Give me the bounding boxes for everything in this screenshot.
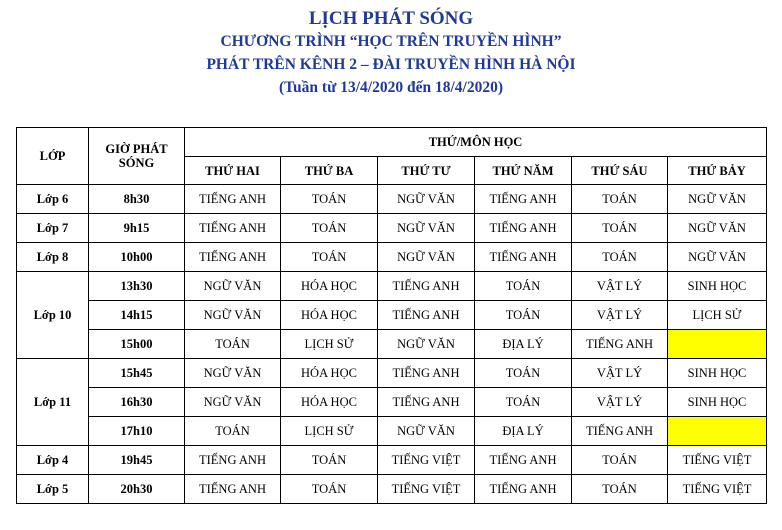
channel-line: PHÁT TRÊN KÊNH 2 – ĐÀI TRUYỀN HÌNH HÀ NỘI <box>206 56 576 73</box>
subject-cell: TOÁN <box>281 243 378 272</box>
page-title: LỊCH PHÁT SÓNG <box>308 8 474 29</box>
col-header-class: LỚP <box>17 128 89 185</box>
subject-cell: TIẾNG ANH <box>572 417 668 446</box>
subject-cell: TOÁN <box>475 272 572 301</box>
col-header-days-group: THỨ/MÔN HỌC <box>185 128 767 157</box>
program-name: CHƯƠNG TRÌNH “HỌC TRÊN TRUYỀN HÌNH” <box>220 33 562 50</box>
subject-cell: VẬT LÝ <box>572 272 668 301</box>
day-header: THỨ TƯ <box>378 157 475 185</box>
subject-cell: SINH HỌC <box>668 359 767 388</box>
subject-cell: TOÁN <box>475 359 572 388</box>
day-header: THỨ BẢY <box>668 157 767 185</box>
day-header: THỨ BA <box>281 157 378 185</box>
time-cell: 19h45 <box>89 446 185 475</box>
time-cell: 20h30 <box>89 475 185 504</box>
subject-cell: LỊCH SỬ <box>668 301 767 330</box>
table-row <box>17 359 767 388</box>
subject-cell: NGỮ VĂN <box>378 330 475 359</box>
subject-cell: TIẾNG ANH <box>185 214 281 243</box>
subject-cell: ĐỊA LÝ <box>475 417 572 446</box>
subject-cell: NGỮ VĂN <box>378 185 475 214</box>
empty-highlighted-cell <box>668 330 767 359</box>
subject-cell: TOÁN <box>185 417 281 446</box>
subject-cell: NGỮ VĂN <box>378 417 475 446</box>
week-range: (Tuần từ 13/4/2020 đến 18/4/2020) <box>278 79 504 96</box>
class-cell: Lớp 6 <box>17 185 89 214</box>
time-cell: 15h00 <box>89 330 185 359</box>
table-row <box>17 243 767 272</box>
subject-cell: LỊCH SỬ <box>281 330 378 359</box>
class-cell: Lớp 8 <box>17 243 89 272</box>
subject-cell: TOÁN <box>572 243 668 272</box>
class-cell: Lớp 10 <box>17 272 89 359</box>
subject-cell: TOÁN <box>281 185 378 214</box>
time-cell: 15h45 <box>89 359 185 388</box>
subject-cell: ĐỊA LÝ <box>475 330 572 359</box>
subject-cell: TIẾNG ANH <box>378 301 475 330</box>
subject-cell: HÓA HỌC <box>281 388 378 417</box>
subject-cell: TIẾNG ANH <box>185 475 281 504</box>
subject-cell: TIẾNG VIỆT <box>378 475 475 504</box>
subject-cell: TIẾNG ANH <box>378 388 475 417</box>
header-row-1 <box>17 128 767 157</box>
subject-cell: TOÁN <box>281 475 378 504</box>
subject-cell: TOÁN <box>572 214 668 243</box>
subject-cell: TIẾNG ANH <box>475 185 572 214</box>
subject-cell: VẬT LÝ <box>572 301 668 330</box>
subject-cell: TIẾNG VIỆT <box>668 475 767 504</box>
subject-cell: TIẾNG ANH <box>185 446 281 475</box>
subject-cell: TOÁN <box>572 185 668 214</box>
subject-cell: TOÁN <box>572 475 668 504</box>
subject-cell: NGỮ VĂN <box>185 359 281 388</box>
subject-cell: TIẾNG VIỆT <box>378 446 475 475</box>
day-header: THỨ HAI <box>185 157 281 185</box>
table-row <box>17 475 767 504</box>
empty-highlighted-cell <box>668 417 767 446</box>
time-cell: 9h15 <box>89 214 185 243</box>
subject-cell: NGỮ VĂN <box>668 214 767 243</box>
class-cell: Lớp 11 <box>17 359 89 446</box>
day-header: THỨ NĂM <box>475 157 572 185</box>
subject-cell: TIẾNG ANH <box>185 185 281 214</box>
table-row <box>17 272 767 301</box>
subject-cell: VẬT LÝ <box>572 388 668 417</box>
table-row <box>17 330 767 359</box>
subject-cell: TOÁN <box>475 388 572 417</box>
subject-cell: TIẾNG ANH <box>572 330 668 359</box>
time-cell: 16h30 <box>89 388 185 417</box>
subject-cell: TOÁN <box>185 330 281 359</box>
table-row <box>17 185 767 214</box>
subject-cell: TIẾNG VIỆT <box>668 446 767 475</box>
table-row <box>17 214 767 243</box>
subject-cell: TIẾNG ANH <box>475 446 572 475</box>
subject-cell: SINH HỌC <box>668 388 767 417</box>
subject-cell: TIẾNG ANH <box>475 243 572 272</box>
subject-cell: HÓA HỌC <box>281 359 378 388</box>
subject-cell: NGỮ VĂN <box>185 272 281 301</box>
subject-cell: TIẾNG ANH <box>185 243 281 272</box>
subject-cell: NGỮ VĂN <box>668 243 767 272</box>
table-row <box>17 388 767 417</box>
subject-cell: HÓA HỌC <box>281 272 378 301</box>
subject-cell: TIẾNG ANH <box>475 475 572 504</box>
subject-cell: TIẾNG ANH <box>378 359 475 388</box>
table-row <box>17 446 767 475</box>
time-cell: 10h00 <box>89 243 185 272</box>
subject-cell: NGỮ VĂN <box>185 388 281 417</box>
subject-cell: VẬT LÝ <box>572 359 668 388</box>
subject-cell: TOÁN <box>572 446 668 475</box>
time-cell: 17h10 <box>89 417 185 446</box>
time-cell: 8h30 <box>89 185 185 214</box>
class-cell: Lớp 5 <box>17 475 89 504</box>
subject-cell: NGỮ VĂN <box>668 185 767 214</box>
class-cell: Lớp 4 <box>17 446 89 475</box>
subject-cell: NGỮ VĂN <box>378 243 475 272</box>
subject-cell: TOÁN <box>281 446 378 475</box>
class-cell: Lớp 7 <box>17 214 89 243</box>
subject-cell: LỊCH SỬ <box>281 417 378 446</box>
time-cell: 14h15 <box>89 301 185 330</box>
subject-cell: NGỮ VĂN <box>185 301 281 330</box>
time-cell: 13h30 <box>89 272 185 301</box>
subject-cell: TOÁN <box>281 214 378 243</box>
subject-cell: TOÁN <box>475 301 572 330</box>
schedule-table <box>16 127 767 504</box>
subject-cell: TIẾNG ANH <box>475 214 572 243</box>
table-row <box>17 301 767 330</box>
subject-cell: HÓA HỌC <box>281 301 378 330</box>
day-header: THỨ SÁU <box>572 157 668 185</box>
col-header-time: GIỜ PHÁT SÓNG <box>89 128 185 185</box>
subject-cell: NGỮ VĂN <box>378 214 475 243</box>
subject-cell: TIẾNG ANH <box>378 272 475 301</box>
table-row <box>17 417 767 446</box>
subject-cell: SINH HỌC <box>668 272 767 301</box>
